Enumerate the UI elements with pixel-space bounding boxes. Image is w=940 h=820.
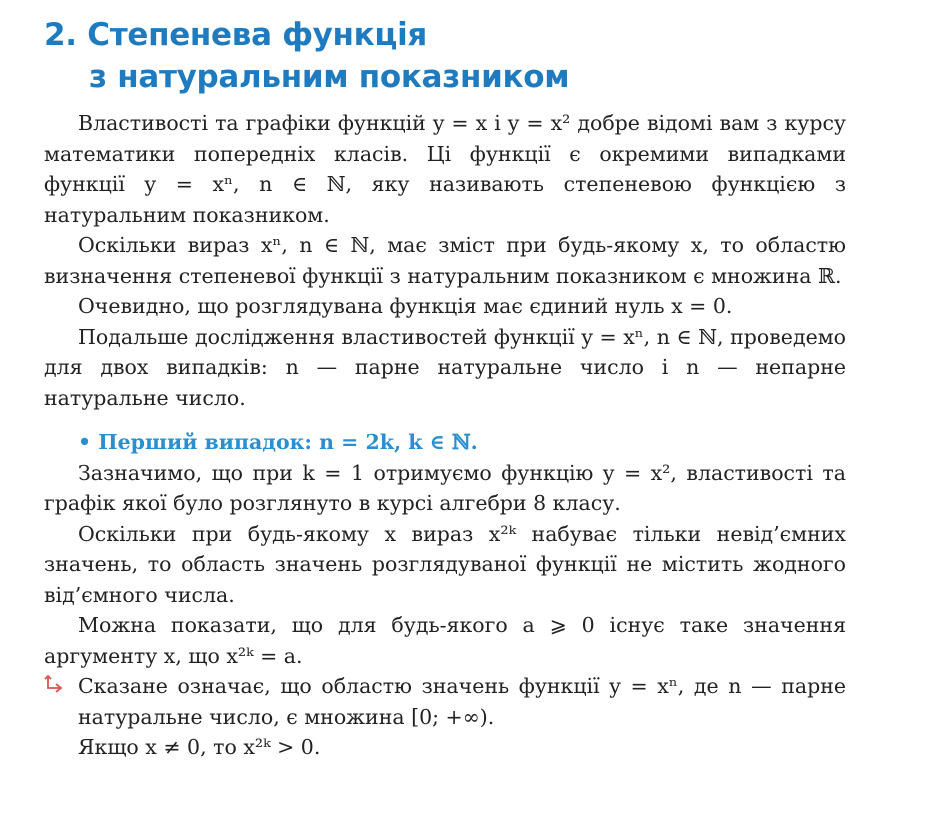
paragraph-intro: Властивості та графіки функцій y = x і y = x² добре відомі вам з курсу математики попередніх класів. Ці функції є окремими випадками функції y = xⁿ, n ∈ ℕ, яку називають степеневою функцією з натуральним показником.: [44, 111, 846, 227]
hand-arrow-icon: [42, 674, 66, 698]
section-title-line2: з натуральним показником: [89, 59, 570, 95]
conclusion-text: Сказане означає, що областю значень функції y = xⁿ, де n — парне натуральне число, є множина [0; +∞).: [78, 674, 846, 729]
paragraph-positive: Якщо x ≠ 0, то x²ᵏ > 0.: [78, 735, 321, 759]
paragraph-exists-a: Можна показати, що для будь-якого a ⩾ 0 існує таке значення аргументу x, що x²ᵏ = a.: [44, 613, 846, 668]
conclusion-note: [44, 671, 846, 732]
paragraph-domain: Оскільки вираз xⁿ, n ∈ ℕ, має зміст при будь-якому x, то областю визначення степеневої функції з натуральним показником є множина ℝ.: [44, 233, 846, 288]
section-title: [44, 14, 569, 98]
paragraph-nonnegative: Оскільки при будь-якому x вираз x²ᵏ набуває тільки невід’ємних значень, то область значень розглядуваної функції не містить жодного від’ємного числа.: [44, 521, 846, 607]
paragraph-k1: Зазначимо, що при k = 1 отримуємо функцію y = x², властивості та графік якої було розглянуто в курсі алгебри 8 класу.: [44, 460, 846, 515]
paragraph-zero: Очевидно, що розглядувана функція має єдиний нуль x = 0.: [78, 294, 733, 318]
paragraph-cases: Подальше дослідження властивостей функції y = xⁿ, n ∈ ℕ, проведемо для двох випадків: n — парне натуральне число і n — непарне натуральне число.: [44, 324, 846, 410]
section-title-line1: 2. Степенева функція: [44, 17, 428, 53]
case1-heading: • Перший випадок: n = 2k, k ∈ ℕ.: [78, 430, 478, 454]
section-body: [44, 108, 846, 763]
